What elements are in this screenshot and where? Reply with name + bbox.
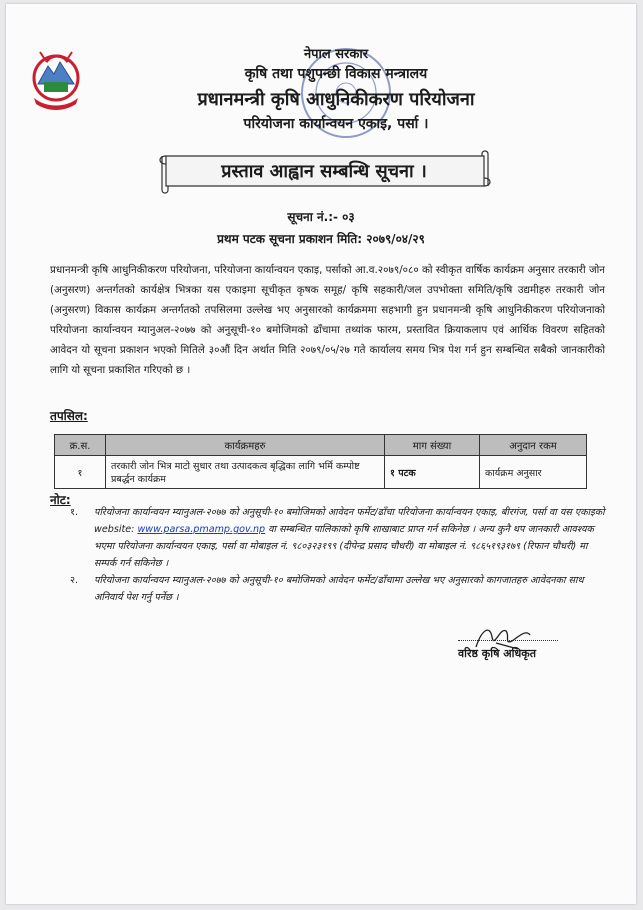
signature-line (458, 640, 558, 641)
col-programs: कार्यक्रमहरु (106, 435, 385, 456)
header-unit: परियोजना कार्यान्वयन एकाइ, पर्सा । (243, 116, 429, 132)
col-grant: अनुदान रकम (480, 435, 587, 456)
program-table (54, 434, 587, 489)
publication-date: प्रथम पटक सूचना प्रकाशन मिति: २०७९/०४/२९ (217, 232, 425, 246)
cell-program: तरकारी जोन भित्र माटो सुधार तथा उत्पादकत्व बृद्धिका लागि भर्मि कम्पोष्ट प्रबर्द्धन कार्यक्रम (106, 456, 385, 489)
note-number: २. (70, 575, 79, 586)
cell-grant: कार्यक्रम अनुसार (480, 456, 587, 489)
details-label: तपसिल: (50, 409, 88, 423)
table-header-row (55, 435, 587, 456)
header-ministry: कृषि तथा पशुपन्छी विकास मन्त्रालय (244, 66, 428, 82)
note-item (70, 572, 610, 606)
col-quantity: माग संख्या (385, 435, 480, 456)
nepal-emblem-logo (28, 48, 84, 118)
cell-quantity: १ पटक (385, 456, 480, 489)
note-text: परियोजना कार्यान्वयन म्यानुअल-२०७७ को अनुसूची-१० बमोजिमको आवेदन फर्मेट/ढाँचामा उल्लेख भए अनुसारको कागजातहरु आवेदनका साथ अनिवार्य पेश गर्नु पर्नेछ । (94, 575, 584, 603)
notes-label: नोट: (50, 493, 71, 507)
website-link[interactable]: www.parsa.pmamp.gov.np (137, 524, 266, 535)
table-row (55, 456, 587, 489)
notice-title: प्रस्ताव आह्वान सम्बन्धि सूचना । (221, 161, 427, 182)
note-text-part: वा सम्बन्धित पालिकाको कृषि शाखाबाट प्राप्त गर्न सकिनेछ । अन्य कुनै थप जानकारी आवश्यक भएमा परियोजना कार्यान्वयन एकाइ, पर्सा वा मोबाइल नं. ९८०३२३१९९ (दीपेन्द्र प्रसाद चौधरी) वा मोबाइल नं. ९८६५१९३१७९ (रिफान चौधरी) मा सम्पर्क गर्न सकिनेछ । (94, 524, 594, 569)
cell-serial: १ (55, 456, 106, 489)
note-text-part: परियोजना कार्यान्वयन म्यानुअल-२०७७ को अनुसूची-१० बमोजिमको आवेदन फर्मेट/ढाँचा परियोजना कार्यान्वयन एकाइ, बीरगंज, पर्सा वा यस एकाइको website: (94, 507, 605, 535)
notice-page (6, 4, 636, 904)
signatory-title: वरिष्ठ कृषि अधिकृत (458, 647, 536, 660)
note-item (70, 504, 610, 572)
note-text (94, 504, 610, 572)
header-government: नेपाल सरकार (303, 47, 369, 62)
note-number: १. (70, 507, 79, 518)
header-project: प्रधानमन्त्री कृषि आधुनिकीकरण परियोजना (197, 89, 475, 110)
notice-body: प्रधानमन्त्री कृषि आधुनिकीकरण परियोजना, परियोजना कार्यान्वयन एकाइ, पर्साको आ.व.२०७९/०८० को स्वीकृत वार्षिक कार्यक्रम अनुसार तरकारी जोन (अनुसरण) अन्तर्गतको कार्यक्षेत्र भित्रका यस एकाइमा सूचीकृत कृषक समूह/ कृषि सहकारी/जल उपभोक्ता समिति/कृषि उद्यमीहरु तरकारी जोन (अनुसरण) विकास कार्यक्रम अन्तर्गतको तपसिलमा उल्लेख भए अनुसारको कार्यक्रममा सहभागी हुन प्रधानमन्त्री कृषि आधुनिकीकरण परियोजनाको परियोजना कार्यान्वयन म्यानुअल-२०७७ को अनुसूची-१० बमोजिमको ढाँचामा तथ्यांक फारम, प्रस्तावित क्रियाकलाप एवं आर्थिक विवरण सहितको आवेदन यो सूचना प्रकाशन भएको मितिले ३०औं दिन अर्थात मिति २०७९/०५/२७ गते कार्यालय समय भित्र पेश गर्न हुन सम्बन्धित सबैको जानकारीको लागि यो सूचना प्रकाशित गरिएको छ । (50, 264, 605, 376)
notice-number: सूचना नं.:- ०३ (287, 210, 355, 224)
col-serial: क्र.स. (55, 435, 106, 456)
